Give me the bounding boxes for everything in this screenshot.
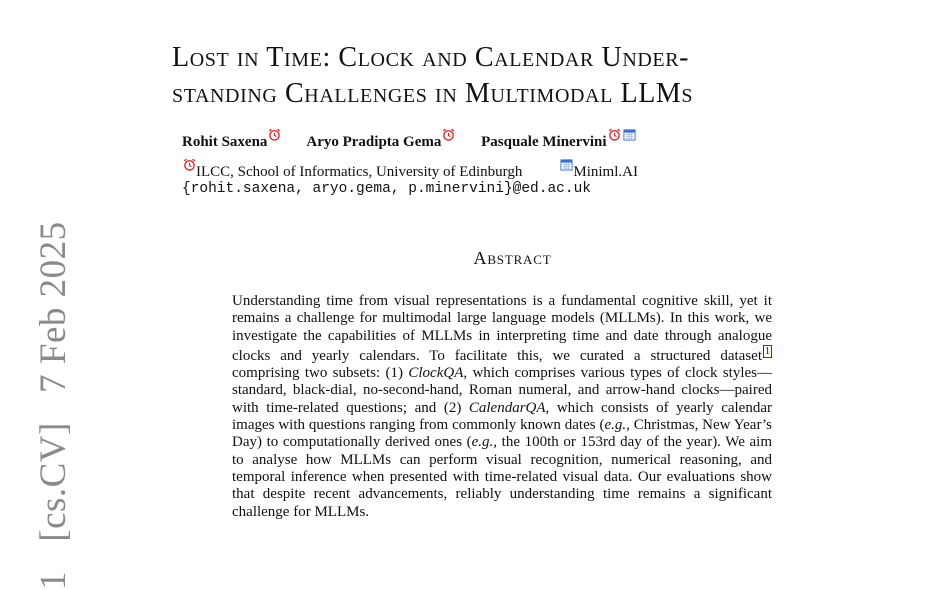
author-3-name: Pasquale Minervini [481,134,607,150]
abstract-heading-text: Abstract [473,248,552,268]
abstract-part-3: , which comprises various types of clock styles—standard, black-dial, no-second-hand, Roman numeral, and arrow-hand clocks—paired with time-related questions; and (2) [232,365,772,416]
author-1-name: Rohit Saxena [182,134,268,150]
abstract-part-4: , which consists of yearly calendar images with questions ranging from commonly known dates ( [232,399,772,434]
calendar-icon [560,158,573,171]
calendar-icon [623,128,636,141]
alarm-clock-icon [608,128,621,141]
arxiv-stamp-text: 1 [cs.CV] 7 Feb 2025 [33,221,74,590]
alarm-clock-icon [442,128,455,141]
affiliations [182,158,638,181]
title-line-1: Lost in Time: Clock and Calendar Under- [172,42,690,73]
clockqa-term: ClockQA [408,365,464,382]
abstract-part-1: Understanding time from visual representations is a fundamental cognitive skill, yet it remains a challenge for multimodal large language models (MLLMs). In this work, we investigate the capabilities of MLLMs in interpreting time and date through analogue clocks and yearly calendars. To facilitate this, we curated a structured dataset [232,293,772,364]
author-list [182,128,658,151]
abstract-part-2: comprising two subsets: (1) [232,365,409,382]
author-1 [182,134,281,150]
abstract-heading [0,248,925,269]
author-2 [306,134,455,150]
arxiv-stamp [0,0,74,590]
eg-1: e.g., [604,417,630,434]
eg-2: e.g., [471,434,498,451]
alarm-clock-icon [183,158,196,171]
abstract-part-5: Christmas, New Year’s Day) to computationally derived ones ( [232,417,772,451]
paper-title [172,40,872,112]
author-2-name: Aryo Pradipta Gema [306,134,442,150]
author-3 [481,134,635,150]
abstract-body [232,293,772,521]
affiliation-miniml: Miniml.AI [573,164,638,180]
calendarqa-term: CalendarQA [468,399,546,416]
affiliation-edinburgh: ILCC, School of Informatics, University of Edinburgh [196,164,523,180]
alarm-clock-icon [268,128,281,141]
author-emails[interactable]: {rohit.saxena, aryo.gema, p.minervini}@ed.ac.uk [182,181,591,197]
footnote-link[interactable]: 1 [765,345,770,357]
title-line-2: standing Challenges in Multimodal LLMs [172,78,694,109]
abstract-part-6: the 100th or 153rd day of the year). We aim to analyse how MLLMs can perform visual recognition, numerical reasoning, and temporal inference when presented with time-related visual data. Our evaluations show that despite recent advancements, reliably understanding time remains a significant challenge for MLLMs. [232,434,772,520]
